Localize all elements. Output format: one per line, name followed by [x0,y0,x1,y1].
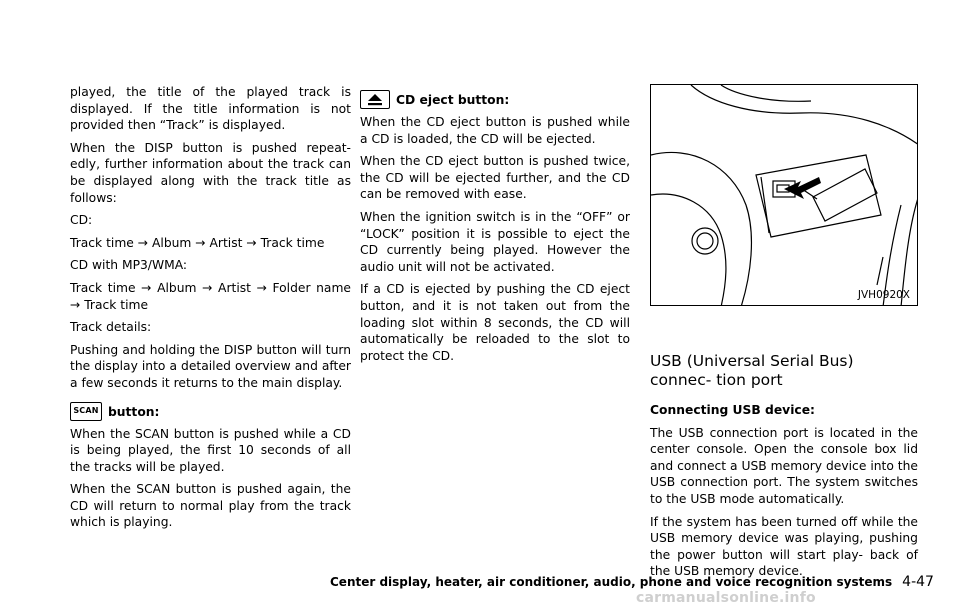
paragraph: When the CD eject button is pushed while a CD is loaded, the CD will be ejected. [360,115,630,146]
eject-button-heading [360,90,630,109]
footer-title: Center display, heater, air conditioner, audio, phone and voice recognition systems [330,575,893,589]
scan-button-icon: SCAN [70,402,102,421]
usb-port-drawing [651,85,918,306]
details-label: Track details: [70,320,152,335]
paragraph: If the system has been turned off while the USB memory device was playing, pushing the power button will start play- back of the USB memory device. [650,514,918,579]
paragraph: When the SCAN button is pushed while a CD is being played, the first 10 seconds of all the tracks will be played. [70,426,351,474]
watermark: carmanualsonline.info [636,590,816,606]
section-title: USB (Universal Serial Bus) connec- tion port [650,352,854,389]
right-column [650,352,918,586]
paragraph: The USB connection port is located in the center console. Open the console box lid and connect a USB memory device into the USB connection port. The system switches to the USB mode automatically. [650,425,918,506]
figure-code: JVH0920X [857,289,910,301]
eject-heading-text: CD eject button: [396,93,510,108]
middle-column [360,84,630,370]
paragraph: When the ignition switch is in the “OFF” or “LOCK” position it is possible to eject the CD currently being played. However the audio unit will not be activated. [360,209,630,274]
scan-button-heading [70,402,351,421]
paragraph: If a CD is ejected by pushing the CD eject button, and it is not taken out from the loading slot within 8 seconds, the CD will automatically be reloaded to the slot to protect the CD. [360,282,630,363]
left-column [70,84,351,537]
mp3-sequence: Track time → Album → Artist → Folder name → Track time [70,280,351,312]
mp3-label: CD with MP3/WMA: [70,258,188,273]
paragraph: When the DISP button is pushed repeat- edly, further information about the track can be displayed along with the track title as follows: [70,140,351,205]
page-number: 4-47 [902,574,934,590]
eject-icon [360,90,390,109]
cd-label: CD: [70,213,93,228]
subsection-title: Connecting USB device: [650,403,815,417]
scan-heading-text: button: [108,404,160,419]
cd-sequence: Track time → Album → Artist → Track time [70,235,325,250]
paragraph: When the CD eject button is pushed twice, the CD will be ejected further, and the CD can be removed with ease. [360,154,630,202]
usb-port-illustration [650,84,918,306]
page-footer [330,574,934,590]
details-paragraph: Pushing and holding the DISP button will turn the display into a detailed overview and after a few seconds it returns to the main display. [70,342,351,390]
paragraph: played, the title of the played track is displayed. If the title information is not provided then “Track” is displayed. [70,85,351,133]
paragraph: When the SCAN button is pushed again, the CD will return to normal play from the track which is playing. [70,482,351,530]
